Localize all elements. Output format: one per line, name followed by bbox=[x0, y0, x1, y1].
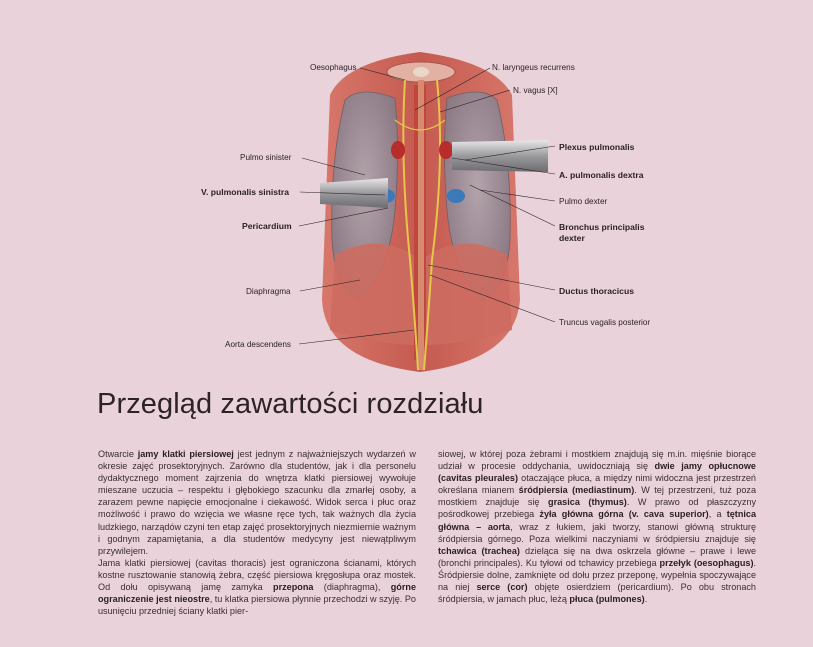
left-pulmonary-artery bbox=[391, 141, 405, 159]
label-v-pulmonalis: V. pulmonalis sinistra bbox=[201, 187, 290, 197]
label-pericardium: Pericardium bbox=[242, 221, 292, 231]
right-pulmonary-vein bbox=[447, 189, 465, 203]
label-plexus-pulmonalis: Plexus pulmonalis bbox=[559, 142, 635, 152]
label-bronchus-2: dexter bbox=[559, 233, 585, 243]
label-truncus: Truncus vagalis posterior bbox=[559, 318, 651, 327]
label-pulmo-dexter: Pulmo dexter bbox=[559, 197, 608, 206]
label-aorta-descendens: Aorta descendens bbox=[225, 340, 291, 349]
label-bronchus-1: Bronchus principalis bbox=[559, 222, 645, 232]
oesophagus-tube bbox=[418, 80, 424, 370]
label-ductus: Ductus thoracicus bbox=[559, 286, 634, 296]
label-pulmo-sinister: Pulmo sinister bbox=[240, 153, 292, 162]
label-a-pulmonalis: A. pulmonalis dextra bbox=[559, 170, 644, 180]
text-column-left bbox=[98, 448, 416, 617]
label-diaphragma: Diaphragma bbox=[246, 287, 291, 296]
right-pulmonary-artery bbox=[439, 141, 453, 159]
paragraph: Otwarcie jamy klatki piersiowej jest jednym z najważniejszych wydarzeń w okresie zajęć prosektoryjnych. Zarówno dla studentów, jak i dla personelu dydaktycznego moment zajrzenia do wnętrza klatki piersiowej wywołuje mieszane uczucia – respektu i głębokiego szacunku dla zmarłej osoby, a zarazem pewne napięcie emocjonalne i ciekawość. Widok serca i płuc oraz możliwość i prawo do wzięcia we własne ręce tych, tak ważnych dla życia ludzkiego, narządów czyni ten etap zajęć prosektoryjnych niezmiernie ważnym i godnym zapamiętania, a dla studentów medycyny jest niewątpliwym przywilejem. bbox=[98, 449, 416, 556]
paragraph: siowej, w której poza żebrami i mostkiem znajdują się m.in. mięśnie biorące udział w procesie oddychania, uwidoczniają się dwie jamy opłucnowe (cavitas pleurales) otaczające płuca, a między nimi widoczna jest przestrzeń określana mianem śródpiersia (mediastinum). W tej przestrzeni, tuż poza mostkiem znajduje się grasica (thymus). W prawo od płaszczyzny pośrodkowej przebiega żyła główna górna (v. cava superior), a tętnica główna – aorta, wraz z łukiem, jaki tworzy, stanowi główną strukturę śródpiersia górnego. Poza wielkimi naczyniami w śródpiersiu znajduje się tchawica (trachea) dzieląca się na dwa oskrzela główne – prawe i lewe (bronchi principales). Ku tyłowi od tchawicy przebiega przełyk (oesophagus). Śródpiersie dolne, zamknięte od dołu przez przeponę, wypełnia spoczywające na niej serce (cor) objęte osierdziem (pericardium). Po obu stronach śródpiersia, w jamach płuc, leżą płuca (pulmones). bbox=[438, 449, 757, 605]
label-n-laryngeus: N. laryngeus recurrens bbox=[492, 63, 575, 72]
paragraph: Jama klatki piersiowej (cavitas thoracis) jest ograniczona ścianami, których kostne rusztowanie stanowią żebra, część piersiowa kręgosłupa oraz mostek. Od dołu opisywaną jamę zamyka przepona (diaphragma), górne ograniczenie jest nieostre, tu klatka piersiowa płynnie przechodzi w szyję. Po usunięciu przedniej ściany klatki pier- bbox=[98, 557, 417, 617]
label-n-vagus: N. vagus [X] bbox=[513, 86, 558, 95]
right-clamp bbox=[452, 140, 548, 172]
chapter-title: Przegląd zawartości rozdziału bbox=[97, 388, 484, 420]
text-column-right bbox=[438, 448, 756, 605]
label-oesophagus: Oesophagus bbox=[310, 63, 357, 72]
